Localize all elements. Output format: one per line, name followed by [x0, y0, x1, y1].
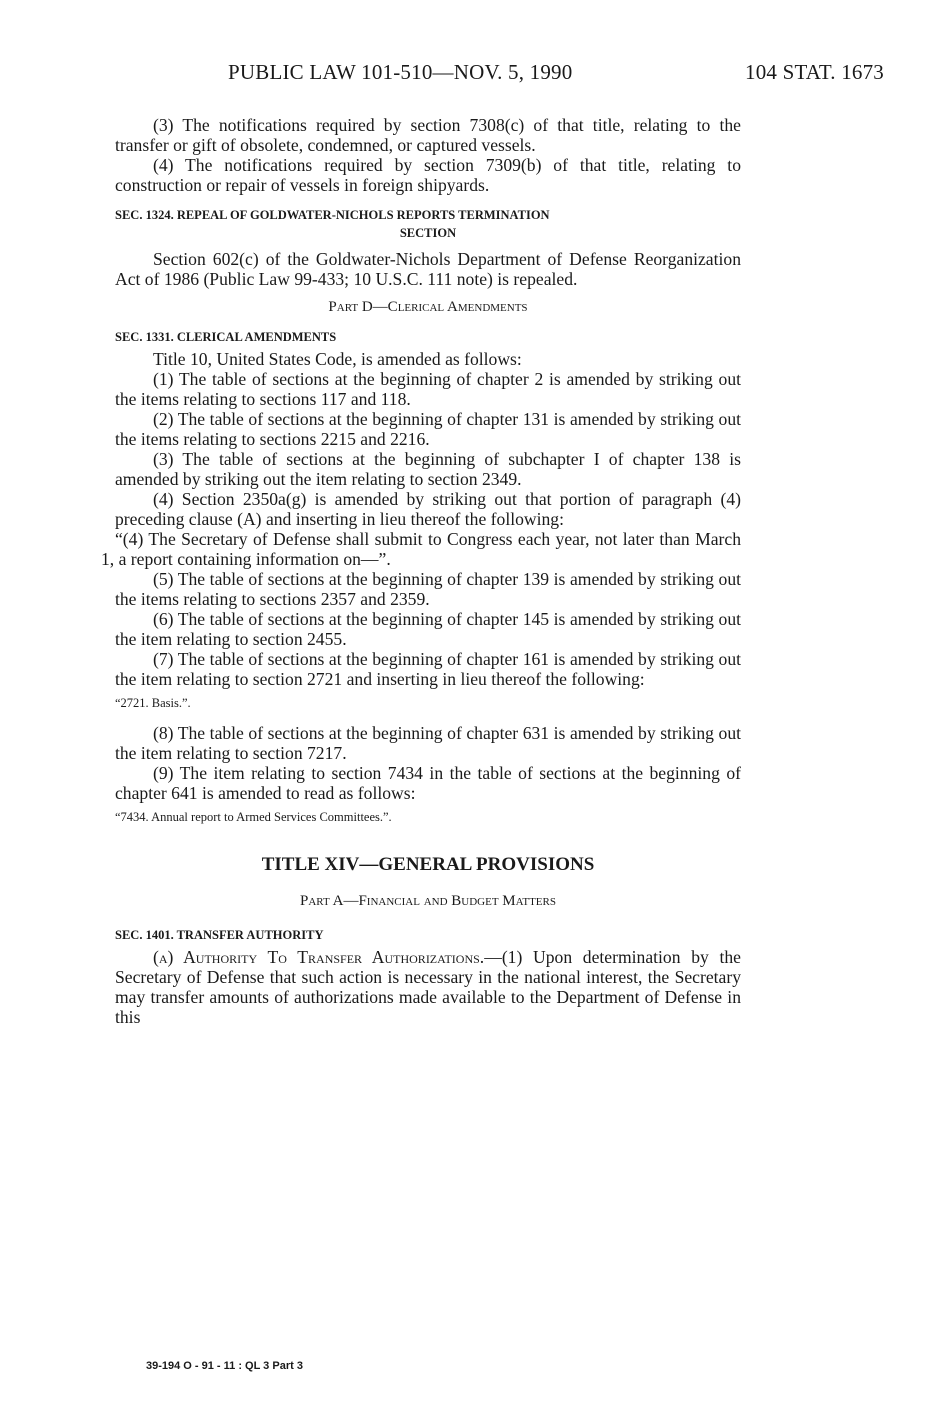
page-number: 104 STAT. 1673 — [745, 60, 884, 84]
amendment-item-9: (9) The item relating to section 7434 in the table of sections at the beginning of chapter 641 is amended to read as follows: — [115, 763, 741, 803]
paragraph-3: (3) The notifications required by section 7308(c) of that title, relating to the transfer or gift of obsolete, condemned, or captured vessels. — [115, 115, 741, 155]
paragraph-4: (4) The notifications required by section 7309(b) of that title, relating to construction or repair of vessels in foreign shipyards. — [115, 155, 741, 195]
section-1401-a — [115, 947, 741, 1027]
amendment-item-3: (3) The table of sections at the beginning of subchapter I of chapter 138 is amended by striking out the item relating to section 2349. — [115, 449, 741, 489]
section-1331-heading: SEC. 1331. CLERICAL AMENDMENTS — [115, 330, 337, 344]
amendment-item-7: (7) The table of sections at the beginning of chapter 161 is amended by striking out the item relating to section 2721 and inserting in lieu thereof the following: — [115, 649, 741, 689]
amendment-item-2: (2) The table of sections at the beginning of chapter 131 is amended by striking out the items relating to sections 2215 and 2216. — [115, 409, 741, 449]
section-1401-a-label: (a) Authority To Transfer Authorizations. — [153, 947, 485, 967]
amendment-item-4-quote: “(4) The Secretary of Defense shall submit to Congress each year, not later than March 1, a report containing information on—”. — [101, 529, 741, 569]
part-a-heading: Part A—Financial and Budget Matters — [300, 893, 556, 909]
section-1401-a-body: —(1) Upon determination by the Secretary of Defense that such action is necessary in the national interest, the Secretary may transfer amounts of authorizations made available to the Department of Defense in this — [115, 947, 741, 1027]
section-1324-heading: SEC. 1324. REPEAL OF GOLDWATER-NICHOLS REPORTS TERMINATION — [115, 208, 550, 222]
amendment-item-4: (4) Section 2350a(g) is amended by striking out that portion of paragraph (4) preceding clause (A) and inserting in lieu thereof the following: — [115, 489, 741, 529]
part-d-heading: Part D—Clerical Amendments — [328, 299, 528, 315]
amendment-item-6: (6) The table of sections at the beginning of chapter 145 is amended by striking out the item relating to section 2455. — [115, 609, 741, 649]
section-1324-body: Section 602(c) of the Goldwater-Nichols Department of Defense Reorganization Act of 1986 (Public Law 99-433; 10 U.S.C. 111 note) is repealed. — [115, 249, 741, 289]
amendment-item-1: (1) The table of sections at the beginning of chapter 2 is amended by striking out the items relating to sections 117 and 118. — [115, 369, 741, 409]
body-text — [101, 115, 741, 1027]
printing-code: 39-194 O - 91 - 11 : QL 3 Part 3 — [146, 1360, 303, 1372]
section-1401-heading: SEC. 1401. TRANSFER AUTHORITY — [115, 928, 324, 942]
running-header: PUBLIC LAW 101-510—NOV. 5, 1990 — [228, 60, 573, 84]
amendment-item-7-quote: “2721. Basis.”. — [115, 696, 191, 710]
amendment-item-9-quote: “7434. Annual report to Armed Services Committees.”. — [115, 810, 392, 824]
title-xiv-heading: TITLE XIV—GENERAL PROVISIONS — [261, 854, 595, 875]
amendment-item-5: (5) The table of sections at the beginning of chapter 139 is amended by striking out the items relating to sections 2357 and 2359. — [115, 569, 741, 609]
section-1324-heading-cont: SECTION — [399, 226, 457, 240]
section-1331-intro: Title 10, United States Code, is amended as follows: — [153, 349, 522, 369]
amendment-item-8: (8) The table of sections at the beginning of chapter 631 is amended by striking out the item relating to section 7217. — [115, 723, 741, 763]
